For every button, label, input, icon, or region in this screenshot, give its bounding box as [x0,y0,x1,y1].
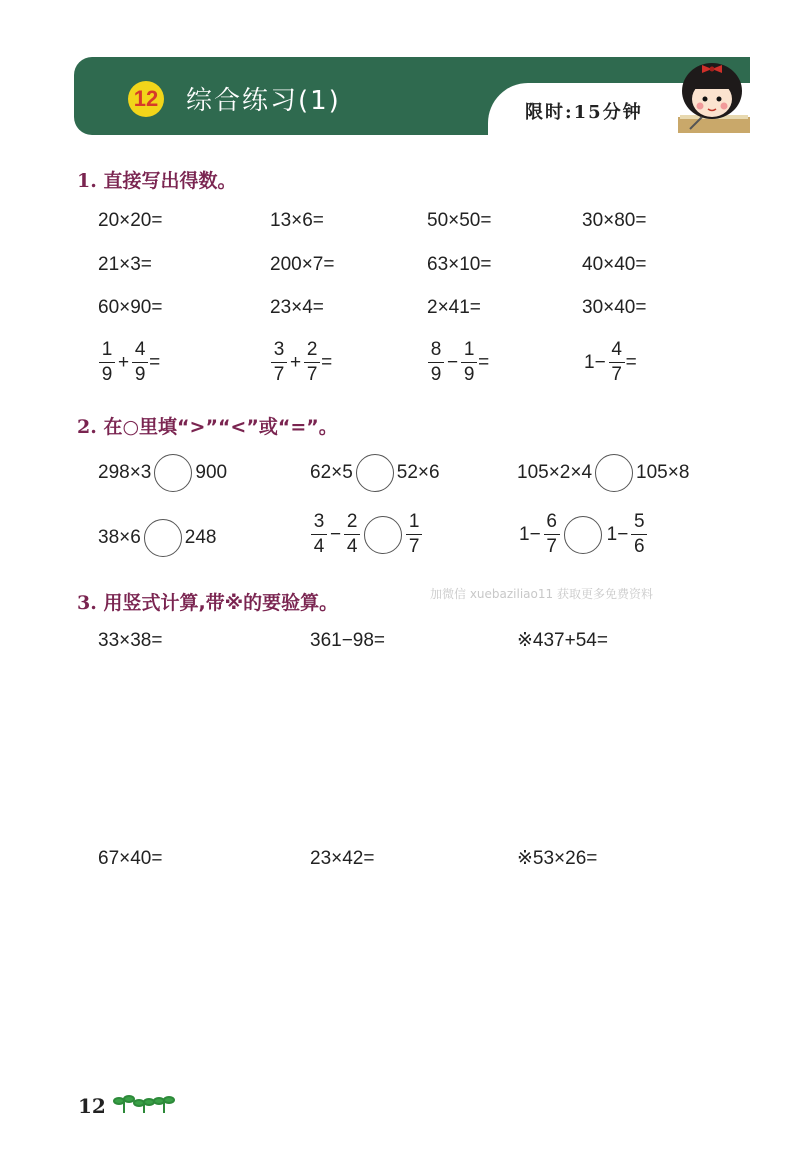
answer-circle[interactable] [564,516,602,554]
numerator: 6 [546,511,557,532]
section-2-text: 在○里填“>”“<”或“=”。 [103,416,338,438]
section-3-number: 3. [77,592,97,614]
exercise-item: 23×4= [270,297,324,318]
equals-sign: = [149,351,161,373]
exercise-item: 40×40= [582,254,647,275]
denominator: 6 [634,536,645,557]
fraction-bar [132,362,148,363]
page-number: 12 [78,1094,106,1118]
numerator: 4 [134,339,146,360]
exercise-item: 60×90= [98,297,163,318]
numerator: 5 [634,511,645,532]
fraction-exercise [98,340,160,385]
fraction-bar [406,534,422,535]
section-1-text: 直接写出得数。 [103,170,237,192]
fraction-exercise [427,340,489,385]
fraction [304,340,320,385]
fraction-bar [271,362,287,363]
section-1-heading [77,166,236,193]
compare-left: 38×6 [98,527,141,548]
exercise-item: 200×7= [270,254,335,275]
exercise-item: 23×42= [310,848,375,869]
answer-circle[interactable] [154,454,192,492]
compare-exercise [98,454,227,492]
leading-term: 1− [584,351,606,373]
denominator: 7 [611,364,622,385]
compare-exercise [310,454,440,492]
compare-exercise [517,454,689,492]
denominator: 7 [273,364,285,385]
compare-right: 900 [195,462,228,483]
compare-exercise [98,519,217,557]
exercise-item: 30×80= [582,210,647,231]
numerator: 8 [430,339,442,360]
numerator: 1 [463,339,475,360]
fraction [406,512,422,557]
numerator: 4 [611,339,622,360]
fraction [344,512,360,557]
fraction-exercise [582,340,637,385]
compare-right: 248 [184,527,217,548]
exercise-item: ※437+54= [517,630,608,651]
exercise-item: 2×41= [427,297,481,318]
equals-sign: = [478,351,490,373]
section-1-number: 1. [77,170,97,192]
operator: + [118,351,130,373]
denominator: 7 [546,536,557,557]
exercise-item: 30×40= [582,297,647,318]
time-limit: 限时:15分钟 [525,102,643,123]
denominator: 4 [313,536,325,557]
exercise-item: 20×20= [98,210,163,231]
fraction [99,340,115,385]
compare-right: 52×6 [396,462,440,483]
fraction-bar [304,362,320,363]
fraction [609,340,625,385]
fraction [428,340,444,385]
compare-exercise [310,512,423,557]
exercise-item: 21×3= [98,254,152,275]
watermark: 加微信 xuebaziliao11 获取更多免费资料 [430,587,653,601]
denominator: 9 [430,364,442,385]
denominator: 7 [408,536,420,557]
fraction-bar [311,534,327,535]
exercise-item: 63×10= [427,254,492,275]
numerator: 3 [273,339,285,360]
compare-exercise [517,512,648,557]
exercise-item: 361−98= [310,630,386,651]
lesson-number-badge: 12 [128,81,164,117]
compare-left: 105×2×4 [517,462,593,483]
section-2-heading [77,412,338,439]
page-title: 综合练习(1) [186,86,341,116]
leading-term: 1− [519,523,541,545]
equals-sign: = [625,351,637,373]
operator: − [330,523,342,545]
fraction-bar [631,534,647,535]
fraction [271,340,287,385]
denominator: 9 [134,364,146,385]
fraction-bar [99,362,115,363]
fraction-bar [344,534,360,535]
denominator: 9 [101,364,113,385]
fraction [311,512,327,557]
header-banner [74,57,750,135]
denominator: 9 [463,364,475,385]
fraction-bar [544,534,560,535]
answer-circle[interactable] [144,519,182,557]
numerator: 3 [313,511,325,532]
compare-left: 298×3 [98,462,152,483]
fraction [132,340,148,385]
exercise-item: 13×6= [270,210,324,231]
exercise-item: 50×50= [427,210,492,231]
section-3-heading [77,588,338,615]
fraction [544,512,560,557]
fraction-exercise [270,340,332,385]
fraction [631,512,647,557]
leading-term: 1− [606,523,629,545]
answer-circle[interactable] [595,454,633,492]
compare-right: 105×8 [636,462,690,483]
section-2-number: 2. [77,416,97,438]
exercise-item: 33×38= [98,630,163,651]
numerator: 2 [306,339,318,360]
fraction-bar [609,362,625,363]
equals-sign: = [321,351,333,373]
section-3-text: 用竖式计算,带※的要验算。 [103,592,339,614]
numerator: 1 [101,339,113,360]
numerator: 2 [346,511,358,532]
fraction-bar [461,362,477,363]
fraction-bar [428,362,444,363]
sprout-icon [112,1093,176,1115]
exercise-item: 67×40= [98,848,163,869]
numerator: 1 [408,511,420,532]
operator: + [290,351,302,373]
exercise-item: ※53×26= [517,848,598,869]
operator: − [447,351,459,373]
answer-circle[interactable] [356,454,394,492]
answer-circle[interactable] [364,516,402,554]
denominator: 4 [346,536,358,557]
compare-left: 62×5 [310,462,353,483]
denominator: 7 [306,364,318,385]
girl-mascot-icon [676,55,752,135]
fraction [461,340,477,385]
